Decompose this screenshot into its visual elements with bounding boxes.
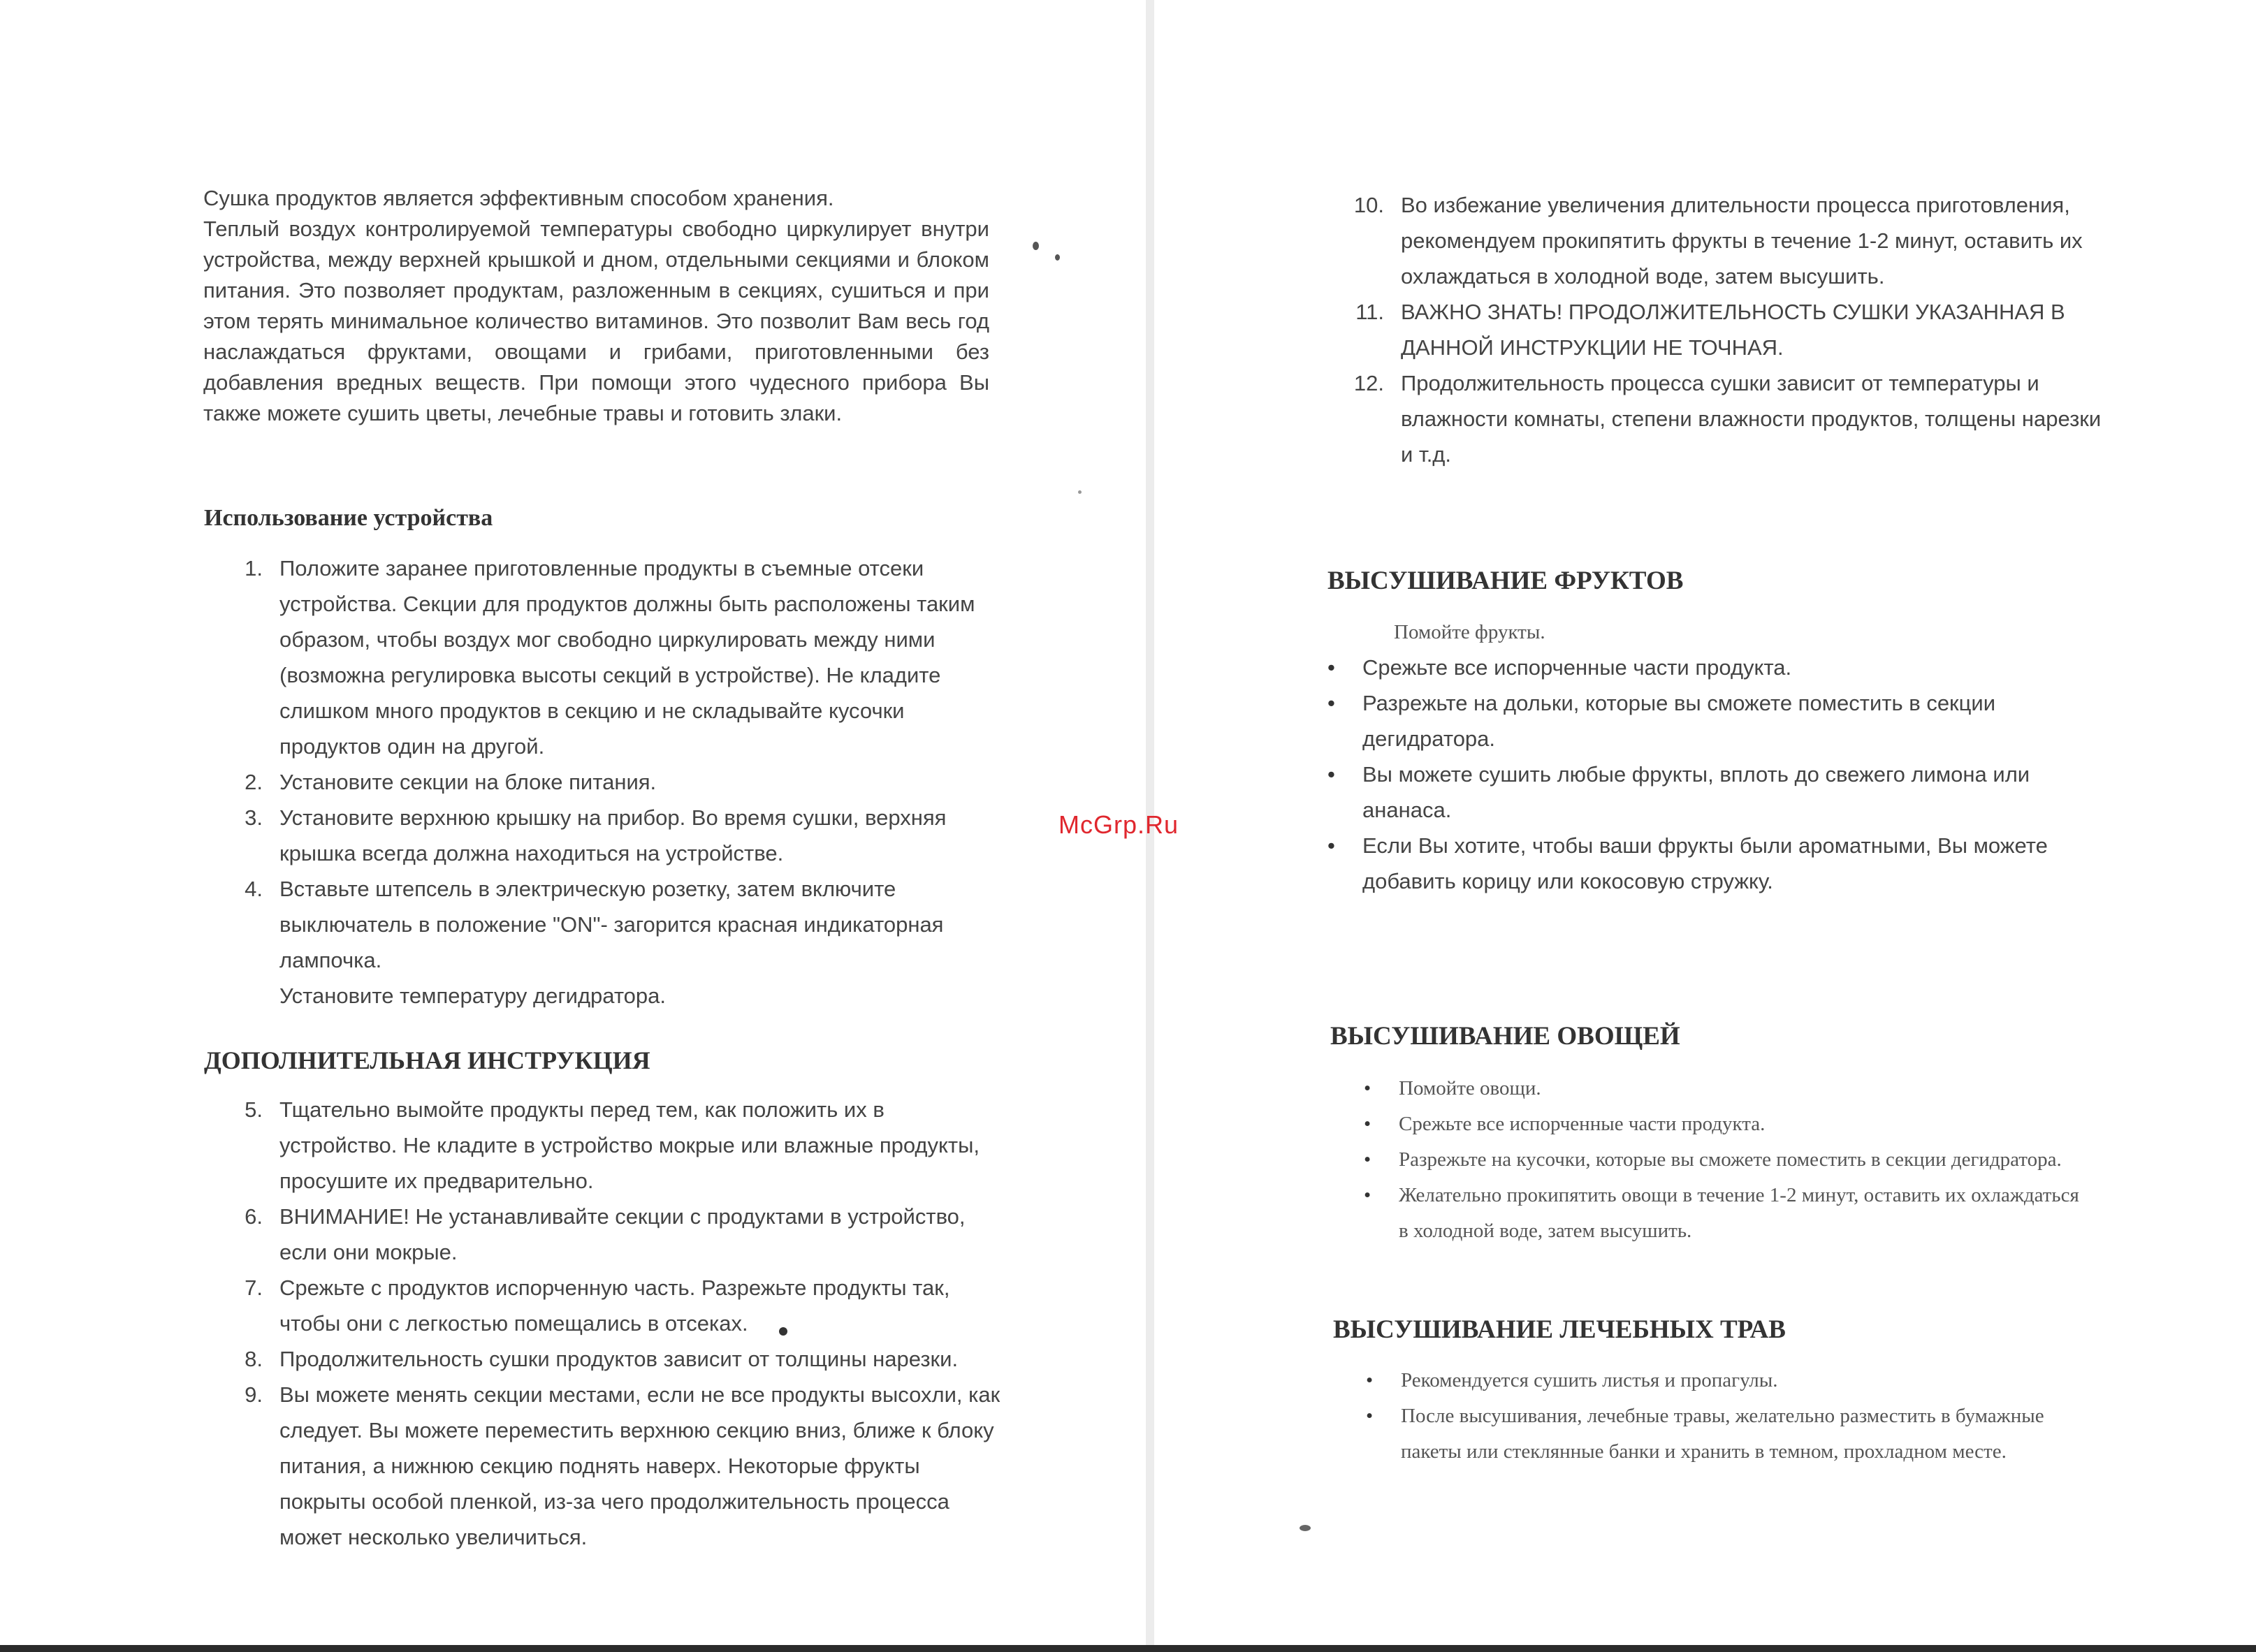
list-item [1331, 187, 2117, 294]
item-text: Во избежание увеличения длительности процесса приготовления, рекомендуем прокипятить фрукты в течение 1-2 минут, оставить их охлаждаться в холодной воде, затем высушить. [1401, 193, 2083, 288]
list-item: • Срежьте все испорченные части продукта. [1364, 1106, 2083, 1142]
scan-speck [1055, 254, 1060, 261]
list-item [210, 800, 1006, 871]
item-number: 3. [245, 805, 263, 830]
item-text: Вставьте штепсель в электрическую розетку, затем включите выключатель в положение "ON"- загорится красная индикаторная лампочка. [279, 877, 944, 972]
item-text: ВНИМАНИЕ! Не устанавливайте секции с продуктами в устройство, если они мокрые. [279, 1204, 966, 1264]
item-number: 5. [245, 1097, 263, 1122]
list-item [210, 1270, 1006, 1341]
usage-heading: Использование устройства [204, 505, 493, 531]
intro-text [203, 183, 989, 429]
fruits-intro: Помойте фрукты. [1394, 621, 1545, 643]
list-item [210, 1199, 1006, 1270]
item-number: 7. [245, 1275, 263, 1300]
scan-speck [1033, 242, 1039, 250]
list-item: • Если Вы хотите, чтобы ваши фрукты были ароматными, Вы можете добавить корицу или кокосовую стружку. [1327, 828, 2124, 899]
item-text: Тщательно вымойте продукты перед тем, как положить их в устройство. Не кладите в устройство мокрые или влажные продукты, просушите их предварительно. [279, 1097, 980, 1193]
intro-line: Сушка продуктов является эффективным способом хранения. [203, 186, 834, 210]
additional-list [210, 1092, 1006, 1555]
item-text: Продолжительность процесса сушки зависит от температуры и влажности комнаты, степени влажности продуктов, толщены нарезки и т.д. [1401, 371, 2102, 467]
list-item: • После высушивания, лечебные травы, желательно разместить в бумажные пакеты или стеклянные банки и хранить в темном, прохладном месте. [1366, 1398, 2072, 1470]
scan-bottom-edge [0, 1645, 2256, 1652]
item-text: Срежьте с продуктов испорченную часть. Разрежьте продукты так, чтобы они с легкостью помещались в отсеках. [279, 1275, 950, 1336]
item-text: Установите секции на блоке питания. [279, 770, 657, 794]
item-text: Продолжительность сушки продуктов зависит от толщины нарезки. [279, 1347, 959, 1371]
additional-heading: ДОПОЛНИТЕЛЬНАЯ ИНСТРУКЦИЯ [204, 1046, 650, 1074]
item-number: 11. [1355, 300, 1384, 324]
list-item [210, 764, 1006, 800]
list-item: • Желательно прокипятить овощи в течение 1-2 минут, оставить их охлаждаться в холодной воде, затем высушить. [1364, 1178, 2083, 1249]
fruits-list [1327, 650, 2124, 899]
item-text: Положите заранее приготовленные продукты в съемные отсеки устройства. Секции для продуктов должны быть расположены таким образом, чтобы воздух мог свободно циркулировать между ними (возможна регулировка высоты секций в устройстве). Не кладите слишком много продуктов в секцию и не складывайте кусочки продуктов один на другой. [279, 556, 975, 759]
herbs-heading: ВЫСУШИВАНИЕ ЛЕЧЕБНЫХ ТРАВ [1333, 1315, 1786, 1344]
fruits-heading: ВЫСУШИВАНИЕ ФРУКТОВ [1327, 566, 1684, 595]
list-item: • Вы можете сушить любые фрукты, вплоть до свежего лимона или ананаса. [1327, 756, 2124, 828]
item-text: ВАЖНО ЗНАТЬ! ПРОДОЛЖИТЕЛЬНОСТЬ СУШКИ УКАЗАННАЯ В ДАННОЙ ИНСТРУКЦИИ НЕ ТОЧНАЯ. [1401, 300, 2065, 360]
list-item [210, 871, 1006, 1014]
scan-speck [1300, 1525, 1311, 1531]
item-number: 1. [245, 556, 263, 580]
item-extra: Установите температуру дегидратора. [279, 984, 667, 1008]
item-number: 2. [245, 770, 263, 794]
vegetables-list [1364, 1071, 2083, 1249]
list-item: • Срежьте все испорченные части продукта. [1327, 650, 2124, 685]
herbs-list [1366, 1363, 2072, 1470]
list-item [1331, 294, 2117, 365]
list-item [1331, 365, 2117, 472]
item-number: 12. [1353, 371, 1384, 395]
usage-list [210, 550, 1006, 1014]
list-item [210, 1377, 1006, 1555]
scan-speck [779, 1327, 787, 1336]
item-text: Вы можете менять секции местами, если не все продукты высохли, как следует. Вы можете переместить верхнюю секцию вниз, ближе к блоку питания, а нижнюю секцию поднять наверх. Некоторые фрукты покрыты особой пленкой, из-за чего продолжительность процесса может несколько увеличиться. [279, 1382, 1000, 1549]
list-item [210, 550, 1006, 764]
continued-list [1331, 187, 2117, 472]
intro-paragraph: Теплый воздух контролируемой температуры свободно циркулирует внутри устройства, между верхней крышкой и дном, отдельными секциями и блоком питания. Это позволяет продуктам, разложенным в секциях, сушиться и при этом терять минимальное количество витаминов. Это позволит Вам весь год наслаждаться фруктами, овощами и грибами, приготовленными без добавления вредных веществ. При помощи этого чудесного прибора Вы также можете сушить цветы, лечебные травы и готовить злаки. [203, 217, 989, 425]
item-number: 6. [245, 1204, 263, 1229]
item-number: 8. [245, 1347, 263, 1371]
list-item: • Рекомендуется сушить листья и пропагулы. [1366, 1363, 2072, 1398]
list-item: • Разрежьте на кусочки, которые вы сможете поместить в секции дегидратора. [1364, 1142, 2083, 1178]
list-item [210, 1092, 1006, 1199]
list-item: • Помойте овощи. [1364, 1071, 2083, 1106]
scan-speck [1078, 490, 1082, 494]
item-number: 10. [1353, 193, 1384, 217]
item-number: 4. [245, 877, 263, 901]
vegetables-heading: ВЫСУШИВАНИЕ ОВОЩЕЙ [1330, 1022, 1680, 1051]
list-item [210, 1341, 1006, 1377]
watermark: McGrp.Ru [1058, 810, 1179, 839]
item-number: 9. [245, 1382, 263, 1407]
item-text: Установите верхнюю крышку на прибор. Во время сушки, верхняя крышка всегда должна находиться на устройстве. [279, 805, 947, 865]
list-item: • Разрежьте на дольки, которые вы сможете поместить в секции дегидратора. [1327, 685, 2124, 756]
